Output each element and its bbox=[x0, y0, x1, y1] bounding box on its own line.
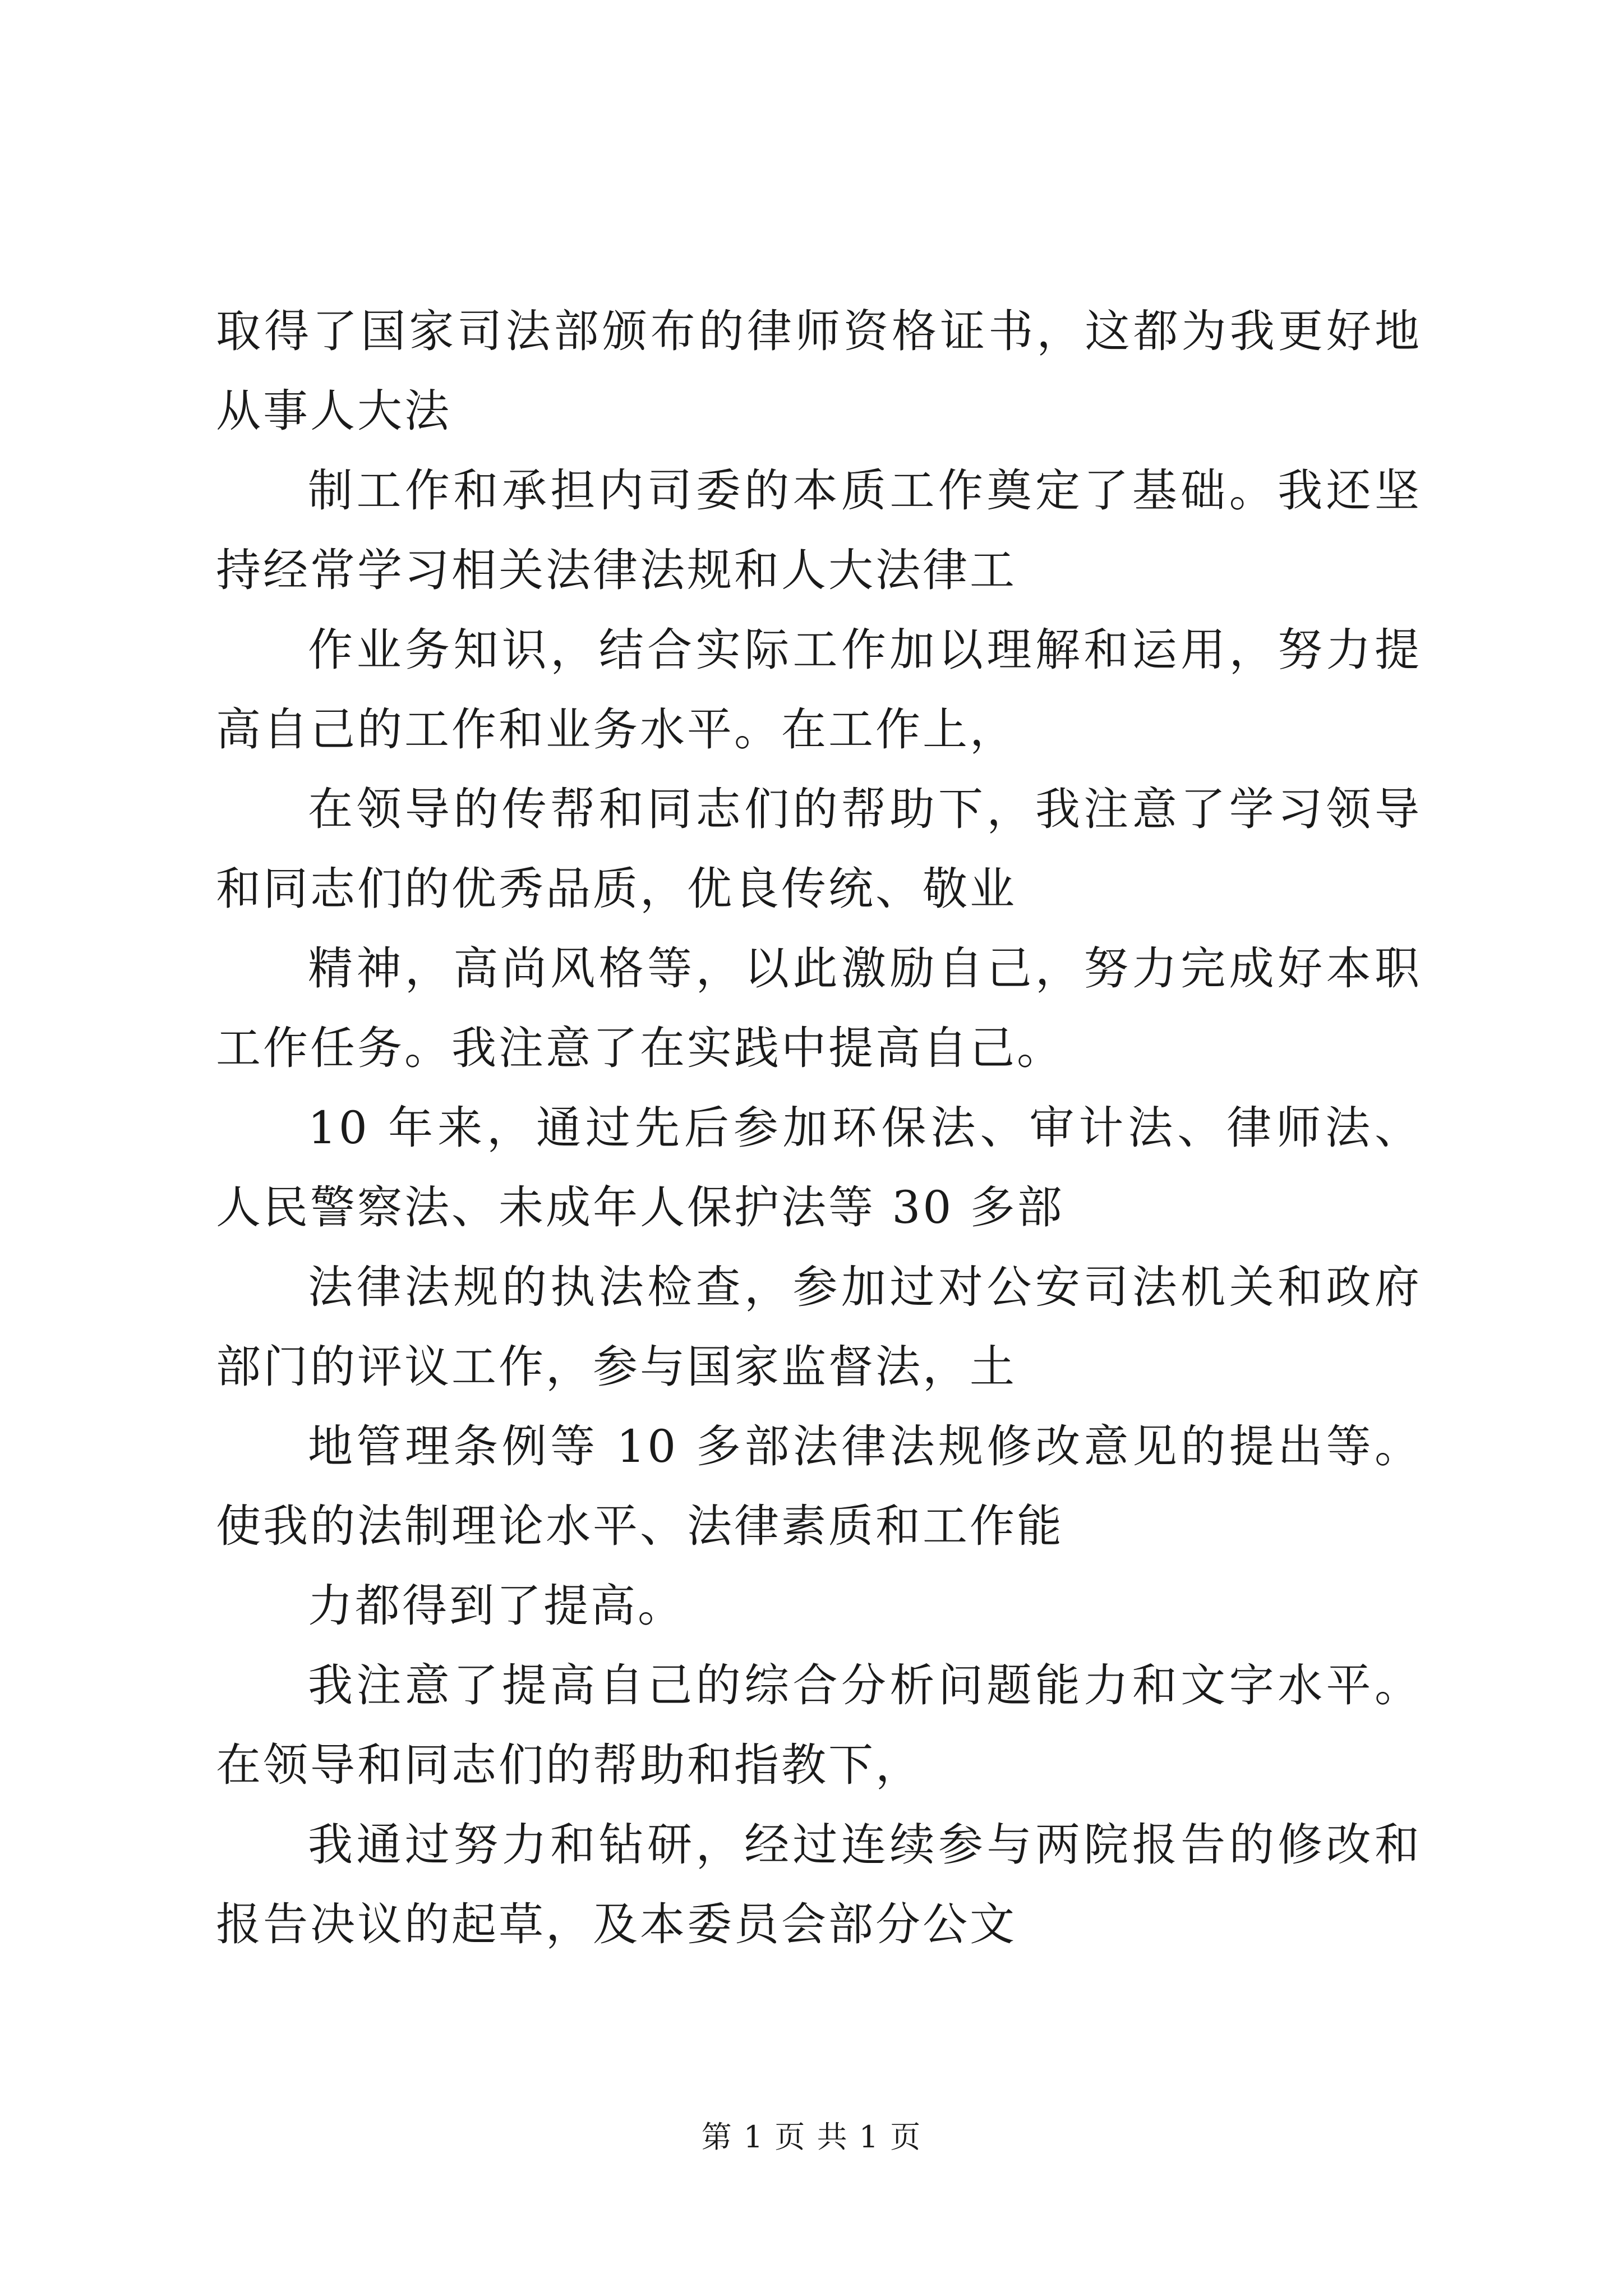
page-number-footer: 第 1 页 共 1 页 bbox=[701, 2119, 922, 2155]
paragraph-3: 作业务知识，结合实际工作加以理解和运用，努力提高自己的工作和业务水平。在工作上， bbox=[216, 624, 1422, 756]
paragraph-11: 我通过努力和钻研，经过连续参与两院报告的修改和报告决议的起草，及本委员会部分公文 bbox=[216, 1819, 1422, 1950]
paragraph-1: 取得了国家司法部颁布的律师资格证书，这都为我更好地从事人大法 bbox=[216, 305, 1422, 437]
paragraph-10: 我注意了提高自己的综合分析问题能力和文字水平。在领导和同志们的帮助和指教下， bbox=[216, 1659, 1422, 1791]
paragraph-8: 地管理条例等 10 多部法律法规修改意见的提出等。使我的法制理论水平、法律素质和工作能 bbox=[216, 1420, 1422, 1552]
paragraph-6: 10 年来，通过先后参加环保法、审计法、律师法、人民警察法、未成年人保护法等 30 多部 bbox=[216, 1102, 1422, 1234]
paragraph-7: 法律法规的执法检查，参加过对公安司法机关和政府部门的评议工作，参与国家监督法，土 bbox=[216, 1261, 1422, 1393]
document-body bbox=[216, 292, 1422, 1964]
paragraph-5: 精神，高尚风格等，以此激励自己，努力完成好本职工作任务。我注意了在实践中提高自己。 bbox=[216, 942, 1422, 1074]
paragraph-2: 制工作和承担内司委的本质工作奠定了基础。我还坚持经常学习相关法律法规和人大法律工 bbox=[216, 464, 1422, 596]
paragraph-4: 在领导的传帮和同志们的帮助下，我注意了学习领导和同志们的优秀品质，优良传统、敬业 bbox=[216, 783, 1422, 915]
paragraph-9: 力都得到了提高。 bbox=[308, 1580, 685, 1632]
